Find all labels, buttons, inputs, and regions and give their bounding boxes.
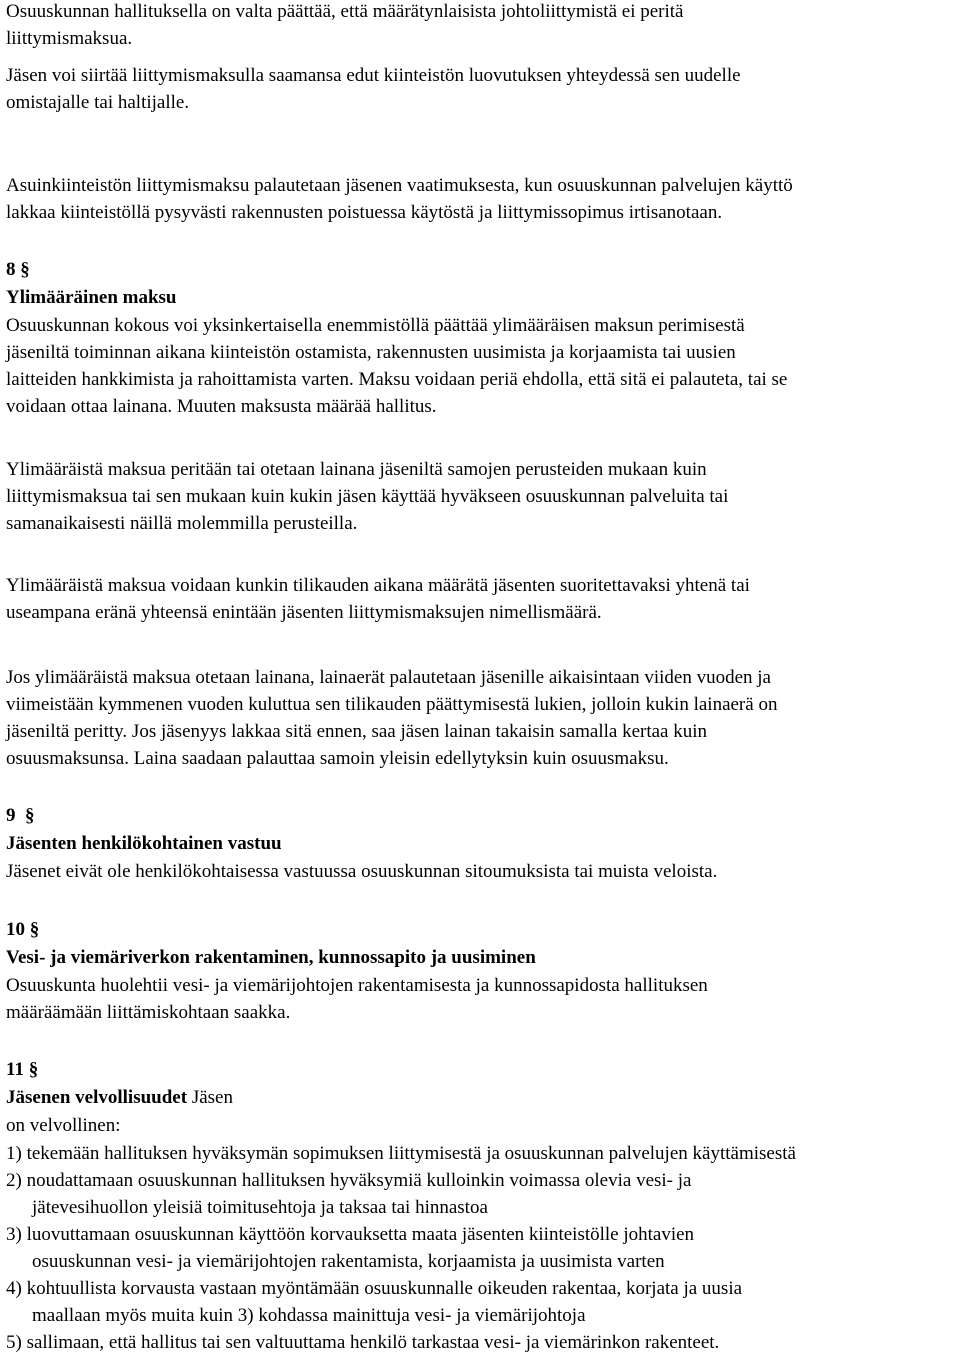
section-11-heading-line (6, 1084, 233, 1111)
section-10-title: Vesi- ja viemäriverkon rakentaminen, kunnossapito ja uusiminen (6, 947, 536, 968)
section-11-title-tail: Jäsen (187, 1087, 233, 1108)
list-item (6, 1275, 960, 1329)
list-item-marker: 1) (6, 1143, 22, 1164)
section-11-number: 11 § (6, 1059, 39, 1080)
section-8-title: Ylimääräinen maksu (6, 287, 177, 308)
list-item-text: sallimaan, että hallitus tai sen valtuuttama henkilö tarkastaa vesi- ja viemärinkon rakenteet. (26, 1332, 720, 1353)
section-8-number: 8 § (6, 259, 30, 280)
section-8-paragraph-1: Osuuskunnan kokous voi yksinkertaisella enemmistöllä päättää ylimääräisen maksun perimisestä jäseniltä toiminnan aikana kiinteistön ostamista, rakennusten uusimista ja korjaamista tai uusien laitteiden hankkimista ja rahoittamista varten. Maksu voidaan periä ehdolla, että sitä ei palauteta, tai se voidaan ottaa lainana. Muuten maksusta määrää hallitus. (6, 315, 788, 417)
list-item-continuation: jätevesihuollon yleisiä toimitusehtoja ja taksaa tai hinnastoa (32, 1197, 488, 1218)
list-item-text: tekemään hallituksen hyväksymän sopimuksen liittymisestä ja osuuskunnan palvelujen käyttämisestä (26, 1143, 796, 1164)
list-item-marker: 3) (6, 1224, 22, 1245)
section-8-paragraph-2: Ylimääräistä maksua peritään tai otetaan lainana jäseniltä samojen perusteiden mukaan kuin liittymismaksua tai sen mukaan kuin kukin jäsen käyttää hyväkseen osuuskunnan palveluita tai samanaikaisesti näillä molemmilla perusteilla. (6, 459, 729, 534)
list-item-marker: 4) (6, 1278, 22, 1299)
list-item-text: noudattamaan osuuskunnan hallituksen hyväksymiä kulloinkin voimassa olevia vesi- ja (26, 1170, 692, 1191)
section-9-number: 9 § (6, 805, 35, 826)
list-item-marker: 5) (6, 1332, 22, 1353)
list-item-marker: 2) (6, 1170, 22, 1191)
section-8-paragraph-4: Jos ylimääräistä maksua otetaan lainana, lainaerät palautetaan jäsenille aikaisintaan viiden vuoden ja viimeistään kymmenen vuoden kuluttua sen tilikauden päättymisestä lukien, jolloin kukin lainaerä on jäseniltä peritty. Jos jäsenyys lakkaa sitä ennen, saa jäsen lainan takaisin samalla kertaa kuin osuusmaksunsa. Laina saadaan palauttaa samoin yleisin edellytyksin kuin osuusmaksu. (6, 667, 778, 769)
section-10-number: 10 § (6, 919, 40, 940)
section-10-paragraph-1: Osuuskunta huolehtii vesi- ja viemärijohtojen rakentamisesta ja kunnossapidosta hallituksen määräämään liittämiskohtaan saakka. (6, 975, 708, 1023)
list-item (6, 1167, 960, 1221)
list-item (6, 1140, 960, 1167)
section-8-paragraph-3: Ylimääräistä maksua voidaan kunkin tilikauden aikana määrätä jäsenten suoritettavaksi yhtenä tai useampana eränä yhteensä enintään jäsenten liittymismaksujen nimellismäärä. (6, 575, 750, 623)
list-item (6, 1221, 960, 1275)
section-9-paragraph-1: Jäsenet eivät ole henkilökohtaisessa vastuussa osuuskunnan sitoumuksista tai muista veloista. (6, 861, 718, 882)
intro-paragraph-1: Osuuskunnan hallituksella on valta päättää, että määrätynlaisista johtoliittymistä ei peritä liittymismaksua. (6, 1, 684, 49)
intro-paragraph-3: Asuinkiinteistön liittymismaksu palautetaan jäsenen vaatimuksesta, kun osuuskunnan palvelujen käyttö lakkaa kiinteistöllä pysyvästi rakennusten poistuessa käytöstä ja liittymissopimus irtisanotaan. (6, 175, 793, 223)
section-9-title: Jäsenten henkilökohtainen vastuu (6, 833, 282, 854)
section-11-lead: on velvollinen: (6, 1115, 121, 1136)
section-11-list (6, 1140, 960, 1356)
list-item-text: luovuttamaan osuuskunnan käyttöön korvauksetta maata jäsenten kiinteistölle johtavien (26, 1224, 695, 1245)
section-11-title: Jäsenen velvollisuudet (6, 1087, 188, 1108)
intro-paragraph-2: Jäsen voi siirtää liittymismaksulla saamansa edut kiinteistön luovutuksen yhteydessä sen uudelle omistajalle tai haltijalle. (6, 65, 741, 113)
list-item-text: kohtuullista korvausta vastaan myöntämään osuuskunnalle oikeuden rakentaa, korjata ja uusia (26, 1278, 743, 1299)
list-item (6, 1329, 960, 1356)
list-item-continuation: osuuskunnan vesi- ja viemärijohtojen rakentamista, korjaamista ja uusimista varten (32, 1251, 665, 1272)
list-item-continuation: maallaan myös muita kuin 3) kohdassa mainittuja vesi- ja viemärijohtoja (32, 1305, 586, 1326)
